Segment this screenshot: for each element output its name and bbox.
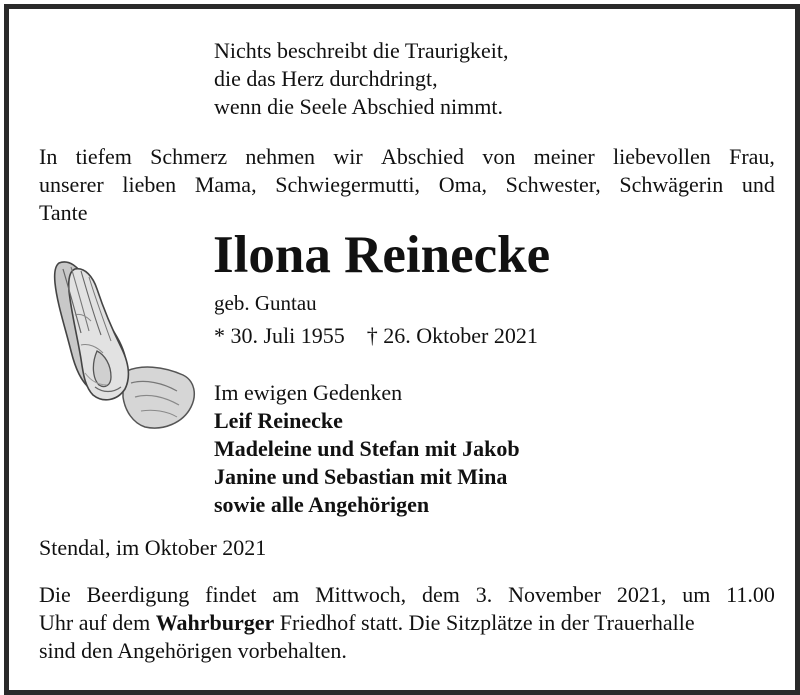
word: Schwägerin <box>619 172 724 197</box>
poem-line: Nichts beschreibt die Traurigkeit, <box>214 38 509 63</box>
funeral-notice <box>39 581 775 665</box>
deceased-name: Ilona Reinecke <box>213 226 551 284</box>
word: von <box>482 144 516 169</box>
obituary-frame <box>4 4 800 695</box>
intro-line-2 <box>39 171 775 199</box>
cemetery-name: Wahrburger <box>155 610 275 635</box>
mourner-name: Leif Reinecke <box>214 408 343 433</box>
life-dates <box>214 322 538 350</box>
word: und <box>741 172 775 197</box>
word: am <box>272 582 300 607</box>
funeral-text: Friedhof statt. Die Sitzplätze in der Trauerhalle <box>274 610 695 635</box>
word: dem <box>422 582 460 607</box>
poem-line: wenn die Seele Abschied nimmt. <box>214 94 503 119</box>
word: Abschied <box>380 144 465 169</box>
intro-line-1 <box>39 143 775 171</box>
word: 3. <box>475 582 493 607</box>
word: lieben <box>122 172 177 197</box>
word: um <box>682 582 711 607</box>
poem <box>214 37 509 121</box>
word: meiner <box>533 144 595 169</box>
word: liebevollen <box>613 144 711 169</box>
praying-hands-icon <box>45 255 205 440</box>
word: November <box>508 582 601 607</box>
word: tiefem <box>75 144 132 169</box>
word: Oma, <box>438 172 487 197</box>
funeral-line-1 <box>39 581 775 609</box>
death-date: † 26. Oktober 2021 <box>366 323 538 348</box>
funeral-line-3: sind den Angehörigen vorbehalten. <box>39 638 347 663</box>
mourner-name: sowie alle Angehörigen <box>214 492 430 517</box>
place-date: Stendal, im Oktober 2021 <box>39 535 267 560</box>
word: Mama, <box>194 172 257 197</box>
word: 11.00 <box>726 582 775 607</box>
funeral-line-2 <box>39 609 775 637</box>
poem-line: die das Herz durchdringt, <box>214 66 438 91</box>
word: unserer <box>39 172 104 197</box>
maiden-name: geb. Guntau <box>214 291 317 315</box>
mourner-name: Madeleine und Stefan mit Jakob <box>214 436 520 461</box>
word: Frau, <box>729 144 775 169</box>
birth-date: * 30. Juli 1955 <box>214 323 345 348</box>
memorial-heading: Im ewigen Gedenken <box>214 380 403 405</box>
word: Schwiegermutti, <box>275 172 421 197</box>
word: 2021, <box>616 582 667 607</box>
word: Die <box>39 582 71 607</box>
intro-text <box>39 143 775 227</box>
word: Schmerz <box>150 144 228 169</box>
memorial-block <box>214 379 520 519</box>
funeral-text: Uhr auf dem <box>39 610 156 635</box>
word: nehmen <box>245 144 316 169</box>
mourner-name: Janine und Sebastian mit Mina <box>214 464 508 489</box>
word: In <box>39 144 58 169</box>
word: Beerdigung <box>86 582 190 607</box>
word: findet <box>205 582 257 607</box>
word: wir <box>333 144 363 169</box>
intro-line-3: Tante <box>39 200 88 225</box>
word: Mittwoch, <box>315 582 407 607</box>
word: Schwester, <box>505 172 601 197</box>
